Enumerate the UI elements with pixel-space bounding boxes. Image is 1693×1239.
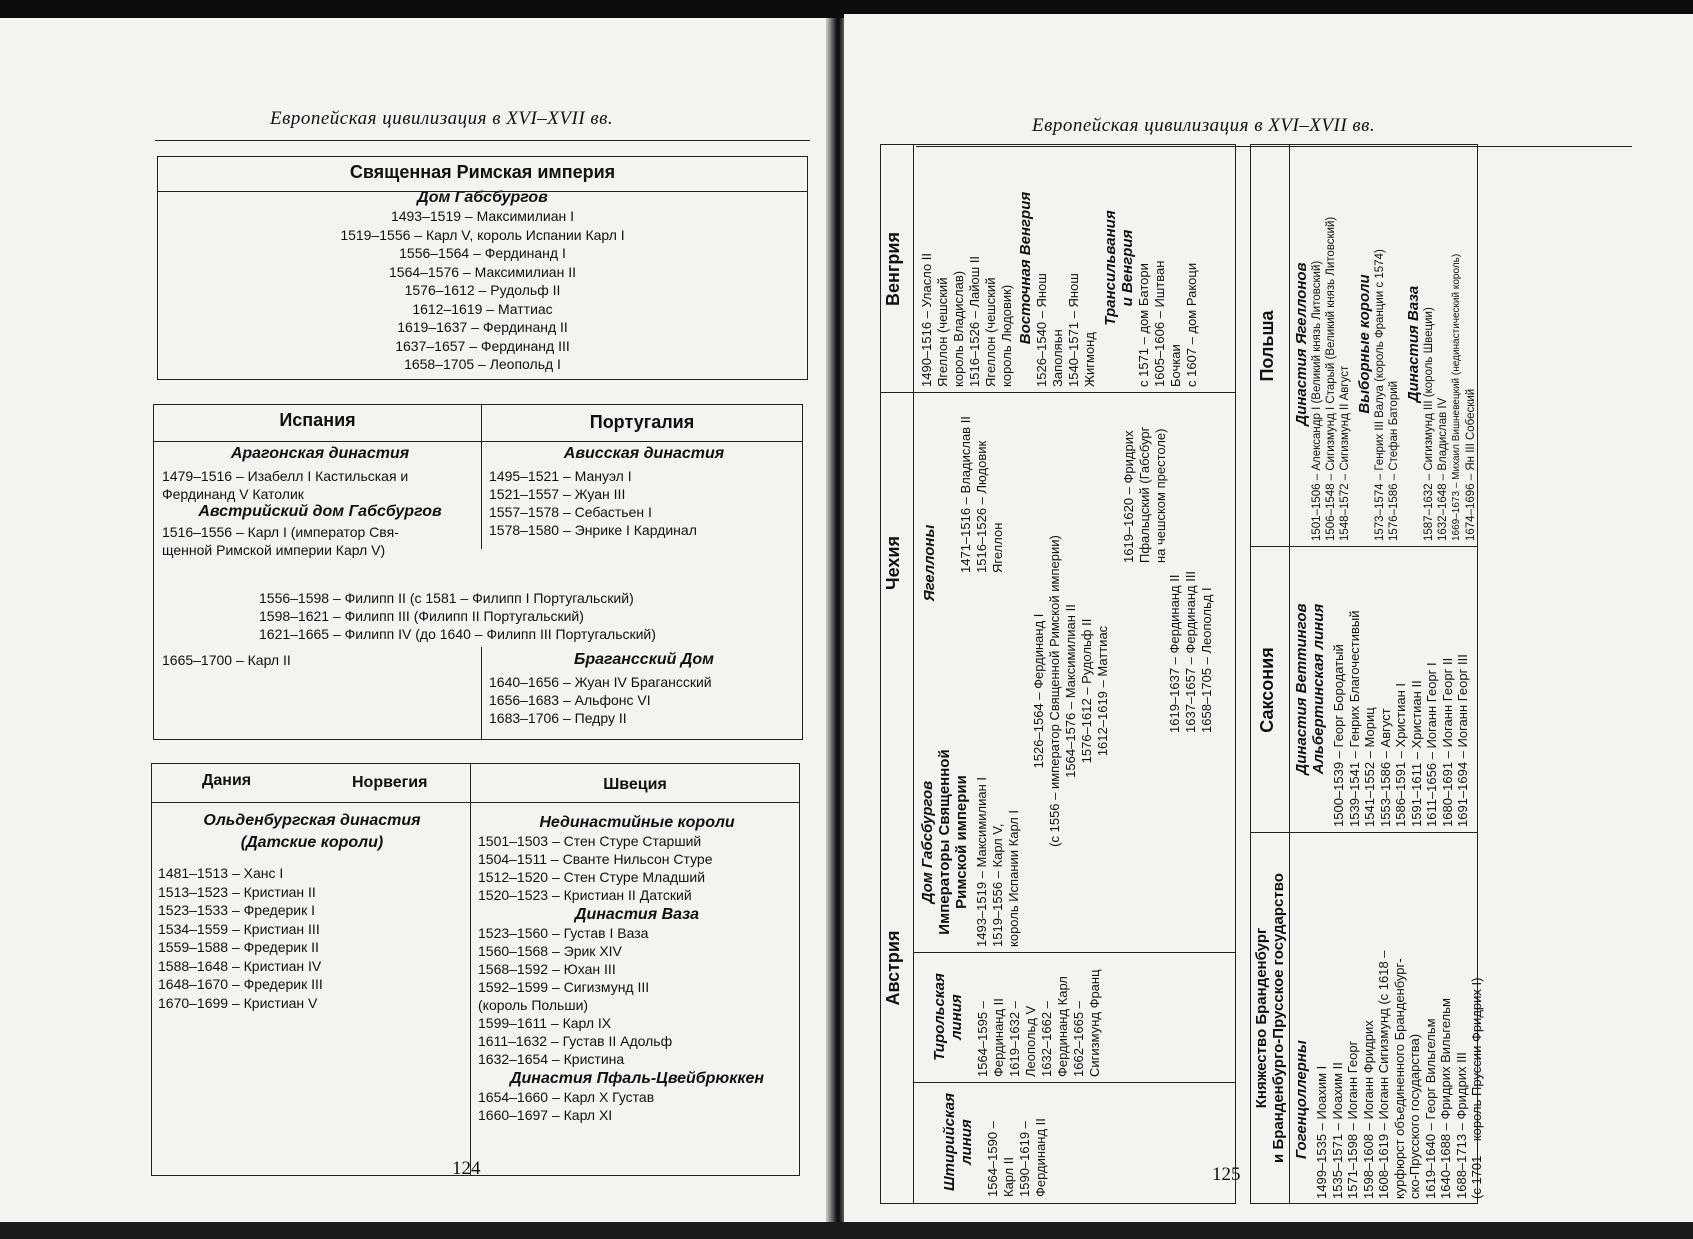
ruler-line: Пфальцский (Габсбург bbox=[1137, 426, 1152, 563]
scan-bottom-edge bbox=[0, 1222, 1693, 1239]
portugal-column bbox=[489, 445, 799, 539]
ruler-line: 1516–1526 – Людовик bbox=[974, 440, 989, 573]
tyrol-column bbox=[931, 957, 1103, 1077]
ruler-line: 1611–1656 – Иоганн Георг I bbox=[1424, 662, 1439, 827]
elected-kings-title: Выборные короли bbox=[1356, 274, 1373, 414]
ruler-line: Фердинанд II bbox=[1033, 1118, 1048, 1197]
ruler-line: Фердинанд II bbox=[991, 998, 1006, 1077]
oldenburg-dynasty: Ольденбургская династия bbox=[203, 812, 421, 829]
aragon-dynasty: Арагонская династия bbox=[230, 445, 410, 462]
habsburg-emperors-column bbox=[919, 737, 1022, 947]
ruler-line: 1556–1598 – Филипп II (с 1581 – Филипп I Португальский) bbox=[259, 590, 634, 606]
ruler-line: 1683–1706 – Педру II bbox=[489, 710, 627, 726]
ruler-line: 1564–1576 – Максимилиан II bbox=[389, 263, 576, 280]
ruler-line: 1571–1598 – Иоганн Георг bbox=[1345, 1040, 1360, 1199]
vasa-dynasty: Династия Ваза bbox=[574, 906, 700, 923]
ruler-line: 1598–1621 – Филипп III (Филипп II Португальский) bbox=[259, 608, 584, 624]
ruler-line: 1637–1657 – Фердинанд III bbox=[395, 337, 570, 354]
ruler-line: Ягеллон bbox=[990, 522, 1005, 573]
ruler-line: 1691–1694 – Иоганн Георг III bbox=[1455, 654, 1470, 827]
ruler-line: 1512–1520 – Стен Стуре Младший bbox=[478, 869, 706, 885]
ruler-line: 1539–1541 – Генрих Благочестивый bbox=[1346, 610, 1362, 827]
ruler-line: 1564–1576 – Максимилиан II bbox=[1063, 604, 1078, 778]
hre-dynasty: Дом Габсбургов bbox=[417, 189, 548, 206]
ruler-line: 1481–1513 – Ханс I bbox=[158, 865, 284, 881]
ruler-line: 1535–1571 – Иоахим II bbox=[1329, 1062, 1345, 1199]
ruler-line: 1568–1592 – Юхан III bbox=[478, 961, 616, 977]
ruler-line: 1576–1612 – Рудольф II bbox=[404, 282, 561, 298]
ruler-line: 1556–1564 – Фердинанд I bbox=[399, 245, 566, 261]
braganza-dynasty: Брагансский Дом bbox=[574, 651, 714, 668]
habsburg-title: Дом Габсбургов bbox=[919, 780, 936, 904]
brandenburg-column bbox=[1293, 837, 1485, 1199]
ruler-line: Фердинанд Карл bbox=[1055, 976, 1070, 1077]
ruler-line: щенной Римской империи Карл V) bbox=[162, 542, 386, 558]
denmark-title: Дания bbox=[202, 772, 252, 789]
ruler-line: 1578–1580 – Энрике I Кардинал bbox=[489, 522, 697, 538]
ruler-line: 1490–1516 – Уласло II bbox=[919, 252, 934, 387]
ruler-line: 1660–1697 – Карл XI bbox=[478, 1107, 613, 1123]
running-head-right: Европейская цивилизация в XVI–XVII вв. bbox=[1032, 115, 1376, 136]
ruler-line: 1670–1699 – Кристиан V bbox=[158, 994, 318, 1011]
ruler-line: король Владислав) bbox=[951, 270, 966, 387]
avis-dynasty: Ависская династия bbox=[563, 445, 725, 462]
left-page bbox=[0, 18, 838, 1224]
page-number-right: 125 bbox=[1212, 1164, 1241, 1185]
ruler-line: 1591–1611 – Христиан II bbox=[1408, 680, 1424, 827]
spain-title: Испания bbox=[279, 410, 356, 430]
ruler-line: 1513–1523 – Кристиан II bbox=[158, 883, 316, 900]
ruler-line: 1493–1519 – Максимилиан I bbox=[974, 776, 989, 947]
ruler-line: Заполяьн bbox=[1050, 329, 1065, 387]
spain-last-ruler: 1665–1700 – Карл II bbox=[162, 652, 291, 668]
ruler-line: 1598–1608 – Иоганн Фридрих bbox=[1360, 1020, 1376, 1199]
ruler-line: 1564–1595 – bbox=[975, 1001, 990, 1077]
ruler-line: 1658–1705 – Леопольд I bbox=[404, 356, 561, 372]
page-number-left: 124 bbox=[452, 1158, 481, 1179]
east-hungary-title: Восточная Венгрия bbox=[1017, 191, 1034, 345]
ruler-line: 1479–1516 – Изабелл I Кастильская и bbox=[162, 468, 409, 484]
ruler-line: 1612–1619 – Маттиас bbox=[1095, 625, 1110, 757]
ruler-line: 1553–1586 – Август bbox=[1377, 708, 1393, 827]
ruler-line: ско-Прусского государства) bbox=[1407, 1033, 1422, 1199]
ruler-line: 1516–1526 – Лайош II bbox=[967, 255, 982, 387]
ruler-line: 1619–1637 – Фердинанд II bbox=[397, 319, 568, 335]
ruler-line: 1548–1572 – Сигизмунд II Август bbox=[1339, 365, 1351, 541]
ruler-line: 1521–1557 – Жуан III bbox=[489, 486, 626, 502]
iberia-table bbox=[153, 404, 803, 740]
hohenzollern-title: Гогенцоллерны bbox=[1293, 1040, 1310, 1159]
ruler-line: Фердинанд V Католик bbox=[162, 486, 304, 502]
ruler-line: 1612–1619 – Маттиас bbox=[412, 300, 553, 317]
ruler-line: Сигизмунд Франц bbox=[1087, 969, 1102, 1077]
ruler-line: 1658–1705 – Леопольд I bbox=[1199, 587, 1214, 733]
ruler-line: (король Польши) bbox=[478, 997, 589, 1013]
ruler-line: 1640–1688 – Фридрих Вильгельм bbox=[1438, 998, 1453, 1199]
ruler-line: 1573–1574 – Генрих III Валуа (король Франции с 1574) bbox=[1374, 249, 1386, 541]
sweden-title: Швеция bbox=[603, 776, 667, 793]
poland-column bbox=[1293, 147, 1478, 541]
bohemia-habsburgs bbox=[1031, 451, 1111, 931]
ruler-line: (с 1556 – император Священной Римской империи) bbox=[1047, 535, 1062, 847]
ruler-line: 1590–1619 – bbox=[1017, 1121, 1032, 1197]
ruler-line: 1516–1556 – Карл I (император Свя- bbox=[162, 524, 399, 540]
ruler-line: 1587–1632 – Сигизмунд III (король Швеции) bbox=[1423, 307, 1435, 541]
bohemia-palatine bbox=[1121, 395, 1169, 563]
ruler-line: 1520–1523 – Кристиан II Датский bbox=[478, 887, 692, 903]
ruler-line: 1632–1648 – Владислав IV bbox=[1437, 397, 1449, 541]
ruler-line: 1499–1535 – Иоахим I bbox=[1314, 1065, 1329, 1199]
ruler-line: 1501–1506 – Александр I (Великий князь Литовский) bbox=[1311, 260, 1323, 541]
ruler-line: 1493–1519 – Максимилиан I bbox=[390, 208, 575, 224]
poland-title: Польша bbox=[1257, 310, 1277, 382]
ruler-line: 1560–1568 – Эрик XIV bbox=[478, 943, 622, 959]
ruler-line: 1504–1511 – Сванте Нильсон Стуре bbox=[478, 851, 713, 867]
ruler-line: 1471–1516 – Владислав II bbox=[958, 416, 973, 573]
braganza-column bbox=[489, 651, 799, 727]
ruler-line: король Людовик) bbox=[999, 284, 1014, 387]
ruler-line: Леопольд V bbox=[1023, 1005, 1038, 1077]
ruler-line: 1608–1619 – Иоганн Сигизмунд (с 1618 – bbox=[1376, 950, 1391, 1199]
ruler-line: 1526–1564 – Фердинанд I bbox=[1031, 613, 1046, 769]
ruler-line: 1688–1713 – Фридрих III bbox=[1453, 1052, 1469, 1199]
sweden-column bbox=[478, 814, 796, 1124]
styrian-column bbox=[941, 1087, 1049, 1197]
ruler-line: 1599–1611 – Карл IX bbox=[478, 1015, 612, 1031]
right-page bbox=[844, 14, 1693, 1226]
norway-title: Норвегия bbox=[352, 774, 428, 791]
ruler-line: 1619–1637 – Фердинанд II bbox=[1167, 574, 1182, 733]
bohemia-title: Чехия bbox=[883, 536, 903, 590]
ruler-line: 1605–1606 – Иштван bbox=[1152, 260, 1167, 387]
austria-title: Австрия bbox=[883, 930, 903, 1006]
oldenburg-dynasty-sub: (Датские короли) bbox=[240, 834, 384, 851]
ruler-line: 1640–1656 – Жуан IV Брагансский bbox=[489, 674, 712, 690]
pfalz-dynasty: Династия Пфаль-Цвейбрюккен bbox=[509, 1070, 765, 1087]
running-head-left: Европейская цивилизация в XVI–XVII вв. bbox=[270, 108, 614, 129]
jagiellon-title: Ягеллоны bbox=[921, 524, 938, 602]
hre-table bbox=[157, 156, 808, 380]
ruler-line: 1557–1578 – Себастьен I bbox=[489, 504, 652, 520]
ruler-line: 1619–1632 – bbox=[1007, 1001, 1022, 1077]
ruler-line: 1632–1654 – Кристина bbox=[478, 1051, 625, 1067]
head-rule-left bbox=[155, 140, 810, 141]
transylvania-subtitle: и Венгрия bbox=[1119, 229, 1136, 307]
ruler-line: 1523–1560 – Густав I Ваза bbox=[478, 925, 649, 941]
brandenburg-title bbox=[1253, 833, 1287, 1203]
ruler-line: на чешском престоле) bbox=[1153, 428, 1168, 563]
austrian-dynasty: Австрийский дом Габсбургов bbox=[198, 503, 442, 520]
brandenburg-title-line: и Бранденбурго-Прусское государство bbox=[1270, 873, 1287, 1163]
ruler-line: 1541–1552 – Мориц bbox=[1362, 707, 1377, 827]
ruler-line: 1588–1648 – Кристиан IV bbox=[158, 957, 322, 974]
ruler-line: Ягеллон (чешский bbox=[983, 277, 998, 387]
ruler-line: Бочкаи bbox=[1168, 344, 1183, 387]
ruler-line: 1519–1556 – Карл V, bbox=[990, 823, 1005, 947]
ruler-line: 1559–1588 – Фредерик II bbox=[158, 939, 319, 955]
ruler-line: Жигмонд bbox=[1082, 332, 1097, 387]
german-polish-table bbox=[1250, 144, 1484, 1204]
ruler-line: король Испании Карл I bbox=[1006, 809, 1021, 947]
ruler-line: 1621–1665 – Филипп IV (до 1640 – Филипп III Португальский) bbox=[259, 626, 656, 642]
brandenburg-title-line: Княжество Бранденбург bbox=[1253, 927, 1270, 1109]
ruler-line: 1523–1533 – Фредерик I bbox=[158, 902, 316, 918]
habsburg-subtitle: Императоры Священной Римской империи bbox=[936, 749, 970, 935]
ruler-line: 1576–1612 – Рудольф II bbox=[1079, 618, 1094, 764]
hungary-column bbox=[919, 149, 1200, 387]
transylvania-title: Трансильвания bbox=[1102, 210, 1119, 326]
hungary-title: Венгрия bbox=[883, 232, 903, 306]
poland-vasa-title: Династия Ваза bbox=[1405, 285, 1422, 403]
ruler-line: 1654–1660 – Карл X Густав bbox=[478, 1089, 655, 1105]
ruler-line: 1662–1665 – bbox=[1071, 1001, 1086, 1077]
ruler-line: Карл II bbox=[1001, 1156, 1016, 1197]
ruler-line: 1540–1571 – Янош bbox=[1066, 273, 1081, 387]
ruler-line: 1519–1556 – Карл V, король Испании Карл I bbox=[340, 226, 625, 243]
albertine-title: Альбертинская линия bbox=[1310, 603, 1327, 775]
ruler-line: 1564–1590 – bbox=[985, 1121, 1000, 1197]
poland-jagiellon-title: Династия Ягеллонов bbox=[1293, 262, 1310, 426]
ruler-line: 1632–1662 – bbox=[1039, 1001, 1054, 1077]
ruler-line: 1619–1620 – Фридрих bbox=[1121, 430, 1136, 563]
ruler-line: 1674–1696 – Ян III Собеский bbox=[1465, 388, 1477, 541]
union-rulers bbox=[259, 589, 656, 643]
ruler-line: 1648–1670 – Фредерик III bbox=[158, 976, 323, 992]
ruler-line: 1586–1591 – Христиан I bbox=[1393, 682, 1408, 827]
ruler-line: 1592–1599 – Сигизмунд III bbox=[478, 979, 650, 995]
nondynastic-title: Нединастийные короли bbox=[539, 814, 735, 831]
ruler-line: 1619–1640 – Георг Вильгельм bbox=[1422, 1018, 1438, 1199]
denmark-column bbox=[158, 812, 466, 1012]
ruler-line: 1669–1673 – Михаил Вишневецкий (нединастический король) bbox=[1451, 253, 1462, 541]
ruler-line: 1637–1657 – Фердинанд III bbox=[1183, 570, 1198, 733]
ruler-line: 1500–1539 – Георг Бородатый bbox=[1331, 644, 1346, 827]
ruler-line: 1534–1559 – Кристиан III bbox=[158, 920, 320, 937]
ruler-line: курфюрст объединенного Бранденбург- bbox=[1391, 958, 1407, 1199]
spain-column bbox=[162, 445, 478, 559]
ruler-line: Ягеллон (чешский bbox=[935, 277, 950, 387]
ruler-line: 1680–1691 – Иоганн Георг II bbox=[1439, 657, 1455, 827]
wettin-title: Династия Веттингов bbox=[1293, 603, 1310, 775]
ruler-line: 1656–1683 – Альфонс VI bbox=[489, 692, 651, 708]
saxony-title: Саксония bbox=[1257, 647, 1277, 733]
ruler-line: с 1607 – дом Ракоци bbox=[1184, 262, 1199, 387]
tyrol-title: Тирольская линия bbox=[931, 973, 965, 1061]
ruler-line: 1611–1632 – Густав II Адольф bbox=[478, 1033, 673, 1049]
central-europe-table bbox=[880, 144, 1236, 1204]
bohemia-late-rulers bbox=[1167, 533, 1215, 733]
ruler-line: 1501–1503 – Стен Стуре Старший bbox=[478, 833, 702, 849]
ruler-line: с 1571 – дом Батори bbox=[1136, 263, 1151, 387]
ruler-line: (с 1701 – король Пруссии Фридрих I) bbox=[1469, 977, 1484, 1199]
ruler-line: 1576–1586 – Стефан Баторий bbox=[1388, 380, 1400, 541]
ruler-line: 1506–1548 – Сигизмунд I Старый (Великий князь Литовский) bbox=[1325, 216, 1337, 541]
ruler-line: 1526–1540 – Янош bbox=[1034, 273, 1049, 387]
saxony-column bbox=[1293, 551, 1471, 827]
styrian-title: Штирийская линия bbox=[941, 1093, 975, 1191]
bohemia-jagiellon bbox=[921, 403, 1006, 723]
hre-rulers bbox=[158, 207, 807, 374]
rotated-table-area bbox=[880, 144, 1484, 1204]
hre-title: Священная Римская империя bbox=[349, 162, 616, 182]
portugal-title: Португалия bbox=[589, 412, 695, 432]
nordic-table bbox=[151, 763, 800, 1176]
ruler-line: 1495–1521 – Мануэл I bbox=[489, 468, 632, 484]
